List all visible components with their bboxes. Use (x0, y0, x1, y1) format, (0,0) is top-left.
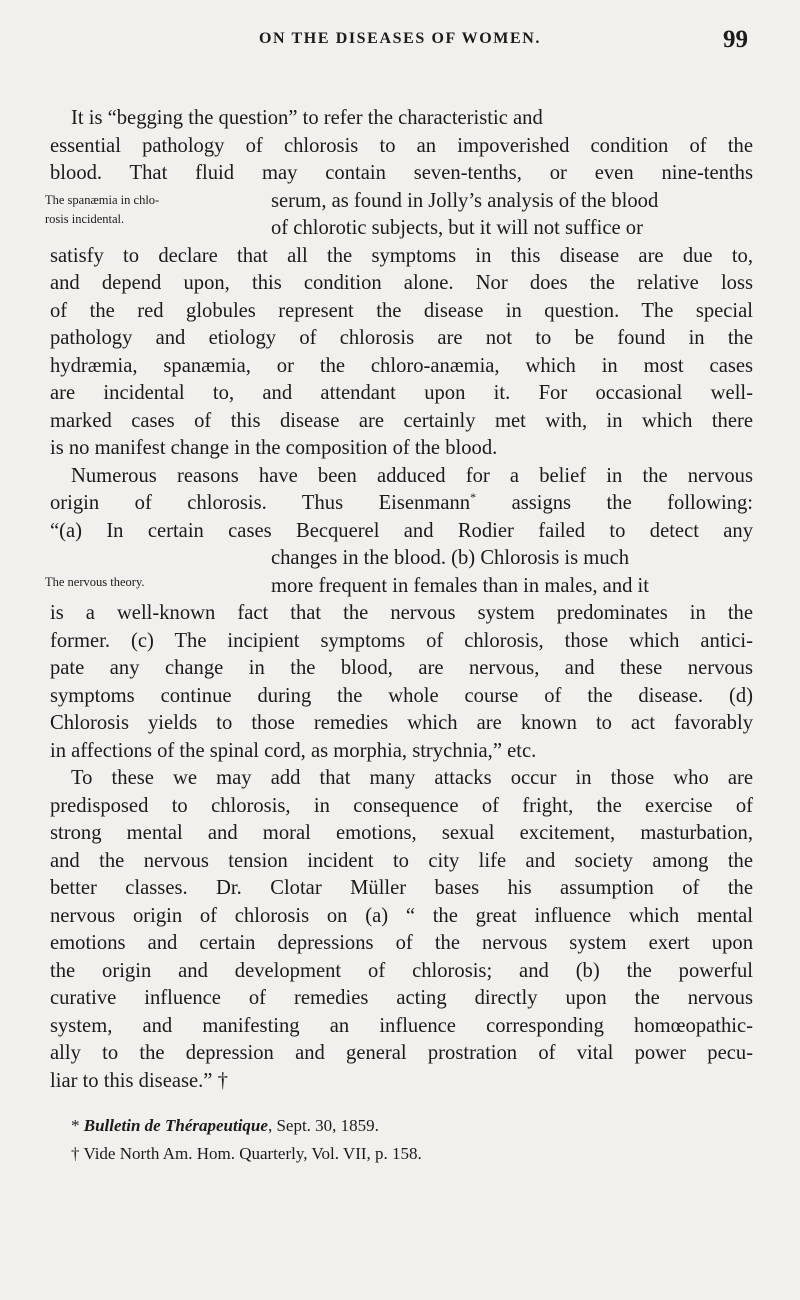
text-line: are incidental to, and attendant upon it. For occasional well- (50, 382, 753, 404)
text-line: strong mental and moral emotions, sexual excitement, masturbation, (50, 822, 753, 844)
text-line: satisfy to declare that all the symptoms in this disease are due to, (50, 245, 753, 267)
footnote-text: Vide North Am. Hom. Quarterly, Vol. VII, p. 158. (83, 1144, 422, 1163)
footnote (71, 1116, 379, 1136)
text-line: the origin and development of chlorosis; and (b) the powerful (50, 960, 753, 982)
text-line: former. (c) The incipient symptoms of chlorosis, those which antici- (50, 630, 753, 652)
text-line: marked cases of this disease are certainly met with, in which there (50, 410, 753, 432)
text-line: in affections of the spinal cord, as morphia, strychnia,” etc. (50, 740, 537, 762)
footnote (71, 1144, 422, 1164)
running-head: ON THE DISEASES OF WOMEN. (259, 30, 541, 47)
text-line: hydræmia, spanæmia, or the chloro-anæmia, which in most cases (50, 355, 753, 377)
text-run: liar to this disease.” (50, 1070, 213, 1092)
footnote-mark: † (71, 1144, 80, 1163)
text-line: is no manifest change in the composition of the blood. (50, 437, 498, 459)
text-line: changes in the blood. (b) Chlorosis is much (271, 547, 630, 569)
text-line: system, and manifesting an influence corresponding homœopathic- (50, 1015, 753, 1037)
text-line: better classes. Dr. Clotar Müller bases his assumption of the (50, 877, 753, 899)
text-line: symptoms continue during the whole course of the disease. (d) (50, 685, 753, 707)
text-line: essential pathology of chlorosis to an impoverished condition of the (50, 135, 753, 157)
side-note: rosis incidental. (45, 212, 125, 226)
text-line: pate any change in the blood, are nervous, and these nervous (50, 657, 753, 679)
text-line: ally to the depression and general prostration of vital power pecu- (50, 1042, 753, 1064)
footnote-mark: * (71, 1116, 80, 1135)
text-line: is a well-known fact that the nervous system predominates in the (50, 602, 753, 624)
footnote-mark: * (470, 490, 477, 505)
text-run: origin of chlorosis. Thus Eisenmann (50, 492, 471, 514)
text-line: predisposed to chlorosis, in consequence of fright, the exercise of (50, 795, 753, 817)
text-line: curative influence of remedies acting directly upon the nervous (50, 987, 753, 1009)
text-line: and depend upon, this condition alone. Nor does the relative loss (50, 272, 753, 294)
text-line: emotions and certain depressions of the nervous system exert upon (50, 932, 753, 954)
text-line: and the nervous tension incident to city life and society among the (50, 850, 753, 872)
text-line: Numerous reasons have been adduced for a belief in the nervous (71, 465, 753, 487)
text-line: serum, as found in Jolly’s analysis of the blood (271, 190, 659, 212)
text-line: “(a) In certain cases Becquerel and Rodier failed to detect any (50, 520, 753, 542)
text-line (50, 489, 753, 517)
page-header (0, 0, 800, 60)
text-line (50, 1067, 228, 1095)
footnote-text: , Sept. 30, 1859. (267, 1116, 379, 1135)
text-line: Chlorosis yields to those remedies which are known to act favorably (50, 712, 753, 734)
text-line: nervous origin of chlorosis on (a) “ the great influence which mental (50, 905, 753, 927)
footnote-mark: † (217, 1070, 228, 1092)
text-line: pathology and etiology of chlorosis are not to be found in the (50, 327, 753, 349)
side-note: The nervous theory. (45, 575, 145, 589)
text-run: assigns the following: (476, 492, 753, 514)
text-line: To these we may add that many attacks occur in those who are (71, 767, 753, 789)
text-line: more frequent in females than in males, and it (271, 575, 649, 597)
text-line: It is “begging the question” to refer the characteristic and (71, 107, 543, 129)
text-line: of chlorotic subjects, but it will not suffice or (271, 217, 643, 239)
side-note: The spanæmia in chlo- (45, 193, 160, 207)
text-line: blood. That fluid may contain seven-tenths, or even nine-tenths (50, 162, 753, 184)
page-number: 99 (723, 26, 748, 53)
footnote-journal: Bulletin de Thérapeutique (83, 1116, 268, 1135)
text-line: of the red globules represent the disease in question. The special (50, 300, 753, 322)
